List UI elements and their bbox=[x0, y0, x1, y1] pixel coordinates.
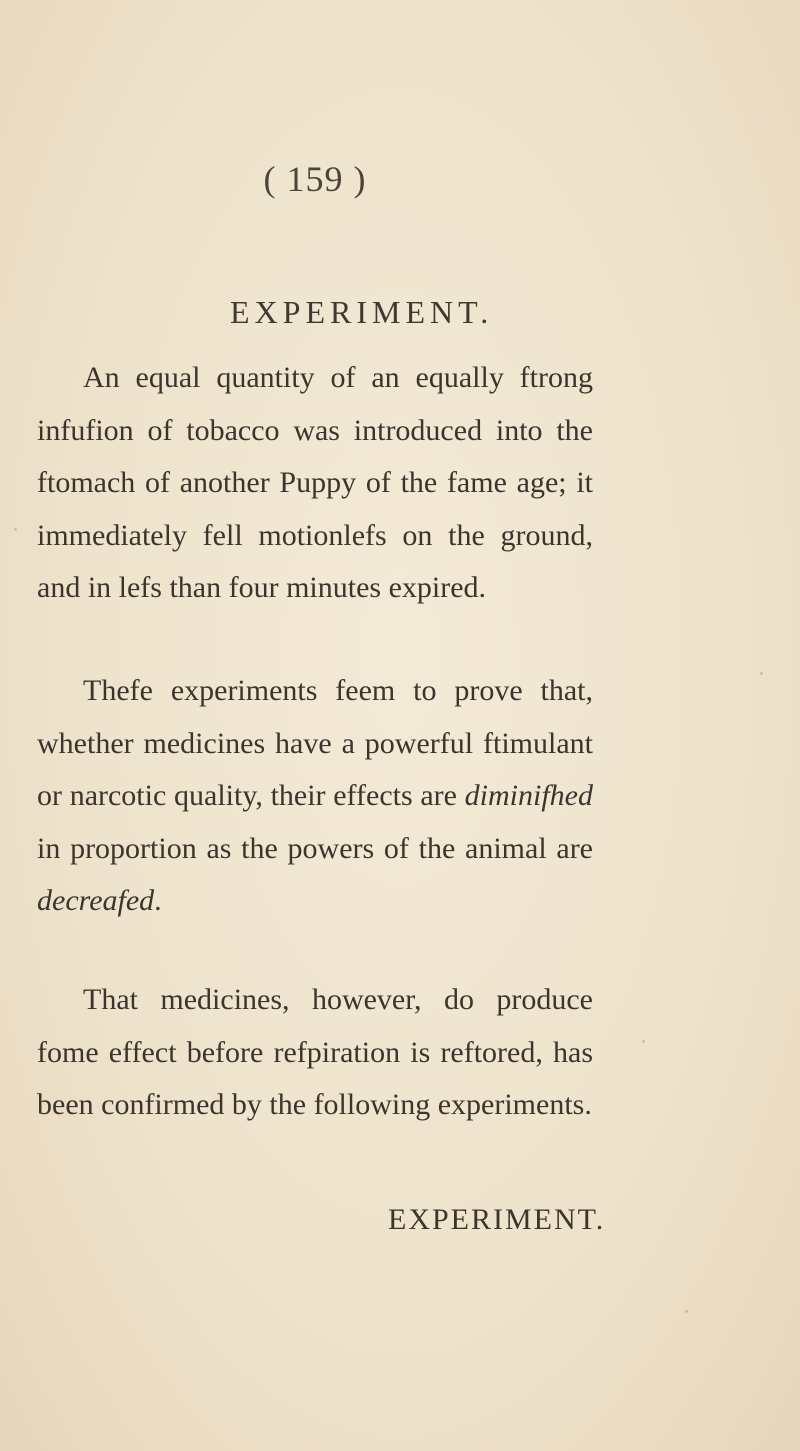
paragraph-2-text-b: in proportion as the powers of the animal are bbox=[37, 831, 593, 865]
paragraph-2-text-c: . bbox=[154, 884, 162, 917]
page-number: ( 159 ) bbox=[263, 159, 367, 199]
paragraph-1: An equal quantity of an equally ftrong infufion of tobacco was introduced into the ftomach of another Puppy of the fame age; it immediately fell motionlefs on the ground, and in lefs than four minutes expired. bbox=[37, 361, 593, 604]
paragraph-2-italic-decreased: decreafed bbox=[37, 884, 155, 917]
paper-speck bbox=[14, 528, 17, 531]
paragraph-3: That medicines, however, do produce fome effect before refpiration is reftored, has been confirmed by the following experiments. bbox=[37, 983, 593, 1121]
section-heading: EXPERIMENT. bbox=[230, 294, 494, 330]
paper-speck bbox=[642, 1040, 645, 1043]
catchword: EXPERIMENT. bbox=[388, 1203, 606, 1236]
paper-speck bbox=[685, 1310, 688, 1313]
paragraph-2-italic-diminished: diminifhed bbox=[464, 779, 593, 812]
paragraph-2 bbox=[37, 665, 593, 928]
paragraph-2-text-a: Thefe experiments feem to prove that, whether medicines have a powerful ftimulant or narcotic quality, their effects are bbox=[37, 674, 593, 812]
paper-speck bbox=[760, 672, 763, 675]
